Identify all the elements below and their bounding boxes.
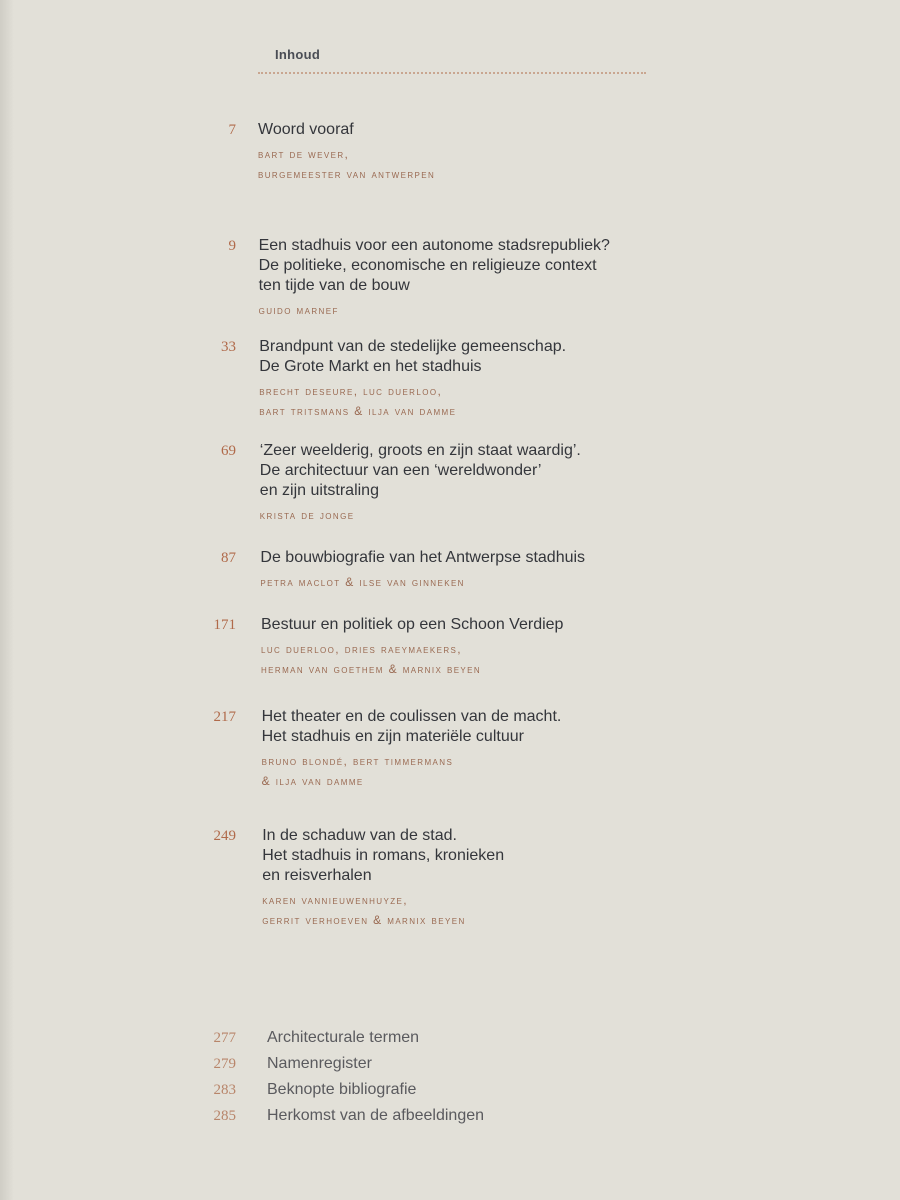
author-line: karen vannieuwenhuyze,: [262, 893, 408, 907]
entry-body: [258, 120, 798, 184]
chapter-title-line: Een stadhuis voor een autonome stadsrepubliek?: [258, 237, 610, 254]
entry-body: [262, 826, 802, 930]
chapter-title-line: ten tijde van de bouw: [258, 277, 410, 294]
chapter-title: [261, 615, 801, 635]
chapter-title: [262, 707, 802, 747]
page-number: 87: [221, 550, 236, 566]
author-line: burgemeester van antwerpen: [258, 167, 436, 181]
chapter-authors: [259, 300, 799, 320]
page-number: 283: [213, 1082, 236, 1098]
back-matter-title: Beknopte bibliografie: [267, 1081, 417, 1098]
entry-body: [260, 441, 800, 525]
chapter-authors: [259, 381, 799, 421]
entry-body: [259, 236, 799, 320]
chapter-title-line: en reisverhalen: [262, 867, 372, 884]
author-line: krista de jonge: [259, 508, 355, 522]
chapter-authors: [258, 144, 798, 184]
author-line: petra maclot & ilse van ginneken: [260, 575, 465, 589]
entry-body: [260, 548, 800, 592]
back-matter-item: [200, 1106, 800, 1132]
back-matter-title: Herkomst van de afbeeldingen: [267, 1107, 485, 1124]
back-matter-item: [200, 1080, 800, 1106]
entry-body: [262, 707, 802, 791]
page-number: 171: [213, 617, 236, 633]
chapter-title: [258, 120, 798, 140]
chapter-title-line: Bestuur en politiek op een Schoon Verdiep: [261, 616, 564, 633]
entry-body: [261, 615, 801, 679]
dotted-divider: [258, 72, 646, 74]
back-matter-item: [200, 1028, 800, 1054]
back-matter-item: [200, 1054, 800, 1080]
chapter-title-line: De bouwbiografie van het Antwerpse stadhuis: [260, 549, 586, 566]
chapter-title-line: Het theater en de coulissen van de macht.: [261, 708, 562, 725]
chapter-authors: [262, 751, 802, 791]
page-title: Inhoud: [275, 47, 321, 62]
chapter-title-line: Het stadhuis in romans, kronieken: [262, 847, 505, 864]
page-edge-shadow: [0, 0, 14, 1200]
back-matter-title: Namenregister: [267, 1055, 372, 1072]
page-number: 277: [213, 1030, 236, 1046]
author-line: guido marnef: [258, 303, 339, 317]
chapter-title: [259, 236, 799, 296]
chapter-title: [260, 548, 800, 568]
author-line: bruno blondé, bert timmermans: [261, 754, 454, 768]
chapter-title-line: ‘Zeer weelderig, groots en zijn staat waardig’.: [259, 442, 581, 459]
chapter-authors: [260, 505, 800, 525]
author-line: brecht deseure, luc duerloo,: [259, 384, 443, 398]
chapter-authors: [261, 639, 801, 679]
author-line: luc duerloo, dries raeymaekers,: [261, 642, 462, 656]
chapter-title-line: Het stadhuis en zijn materiële cultuur: [261, 728, 524, 745]
chapter-authors: [262, 890, 802, 930]
author-line: bart tritsmans & ilja van damme: [259, 404, 457, 418]
back-matter-title: Architecturale termen: [267, 1029, 420, 1046]
chapter-title: [259, 337, 799, 377]
page-number: 249: [213, 828, 236, 844]
chapter-title: [260, 441, 800, 501]
chapter-title-line: en zijn uitstraling: [259, 482, 379, 499]
chapter-title-line: De architectuur van een ‘wereldwonder’: [259, 462, 542, 479]
chapter-title-line: Woord vooraf: [258, 121, 354, 138]
page-number: 217: [213, 709, 236, 725]
page-number: 279: [213, 1056, 236, 1072]
chapter-title-line: In de schaduw van de stad.: [262, 827, 457, 844]
entry-body: [259, 337, 799, 421]
author-line: gerrit verhoeven & marnix beyen: [262, 913, 466, 927]
chapter-authors: [260, 572, 800, 592]
chapter-title-line: De politieke, economische en religieuze context: [258, 257, 597, 274]
author-line: & ilja van damme: [261, 774, 364, 788]
chapter-title: [262, 826, 802, 886]
page-number: 7: [228, 122, 236, 138]
page-number: 33: [221, 339, 236, 355]
author-line: herman van goethem & marnix beyen: [261, 662, 482, 676]
page-number: 69: [221, 443, 236, 459]
author-line: bart de wever,: [258, 147, 350, 161]
chapter-title-line: De Grote Markt en het stadhuis: [259, 358, 482, 375]
chapter-title-line: Brandpunt van de stedelijke gemeenschap.: [259, 338, 567, 355]
page-number: 9: [228, 238, 236, 254]
page-number: 285: [213, 1108, 236, 1124]
